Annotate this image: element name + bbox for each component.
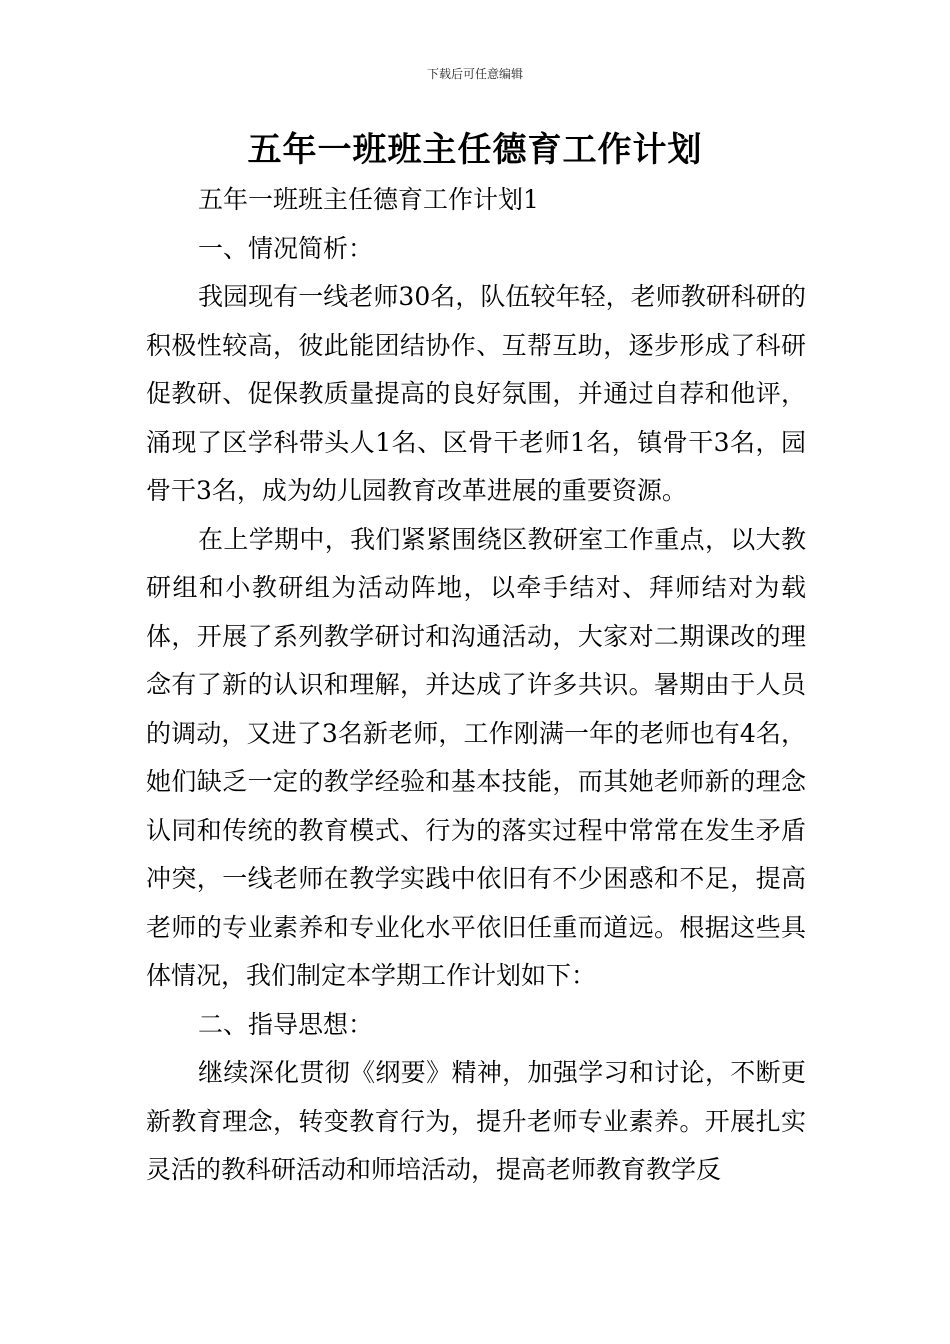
section-heading-guiding-ideology: 二、指导思想： [198, 1009, 374, 1039]
section-heading-situation: 一、情况简析： [198, 233, 374, 263]
paragraph-staff-overview: 我园现有一线老师30名，队伍较年轻，老师教研科研的积极性较高，彼此能团结协作、互帮互助，逐步形成了科研促教研、促保教质量提高的良好氛围，并通过自荐和他评，涌现了区学科带头人1名、区骨干老师1名，镇骨干3名，园骨干3名，成为幼儿园教育改革进展的重要资源。 [146, 282, 806, 505]
document-title: 五年一班班主任德育工作计划 [247, 130, 703, 170]
document-body [146, 176, 806, 1195]
page-header-note: 下载后可任意编辑 [426, 67, 523, 81]
section-subtitle: 五年一班班主任德育工作计划1 [198, 185, 539, 214]
paragraph-guiding-ideology: 继续深化贯彻《纲要》精神，加强学习和讨论，不断更新教育理念，转变教育行为，提升老师专业素养。开展扎实灵活的教科研活动和师培活动，提高老师教育教学反 [146, 1058, 806, 1184]
paragraph-last-semester: 在上学期中，我们紧紧围绕区教研室工作重点，以大教研组和小教研组为活动阵地，以牵手结对、拜师结对为载体，开展了系列教学研讨和沟通活动，大家对二期课改的理念有了新的认识和理解，并达成了许多共识。暑期由于人员的调动，又进了3名新老师，工作刚满一年的老师也有4名，她们缺乏一定的教学经验和基本技能，而其她老师新的理念认同和传统的教育模式、行为的落实过程中常常在发生矛盾冲突，一线老师在教学实践中依旧有不少困惑和不足，提高老师的专业素养和专业化水平依旧任重而道远。根据这些具体情况，我们制定本学期工作计划如下： [146, 524, 806, 990]
